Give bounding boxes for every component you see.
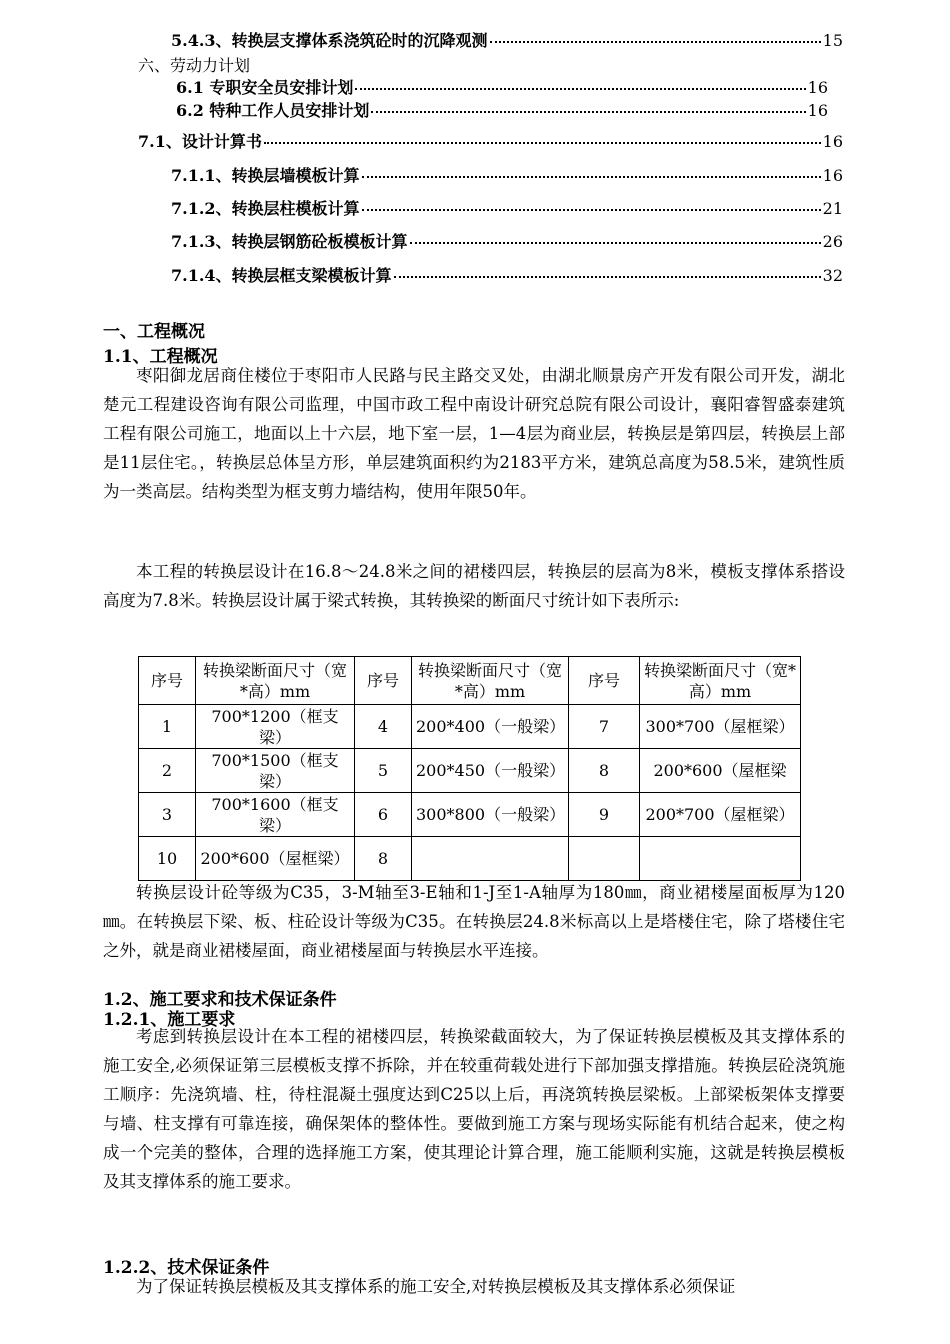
- table-cell: 2: [139, 749, 196, 793]
- table-cell: 8: [569, 749, 640, 793]
- table-header-cell: 序号: [569, 657, 640, 705]
- table-row: [139, 793, 801, 837]
- toc-page-number: 32: [822, 266, 843, 285]
- table-cell: 700*1600（框支梁）: [196, 793, 355, 837]
- toc-leader: [264, 142, 821, 144]
- toc-page-number: 16: [822, 132, 843, 151]
- table-cell: 4: [355, 705, 412, 749]
- subsection-title: 1.2.1、施工要求: [103, 1010, 236, 1030]
- transfer-layer-paragraph: 本工程的转换层设计在16.8～24.8米之间的裙楼四层，转换层的层高为8米，模板支撑体系搭设高度为7.8米。转换层设计属于梁式转换，其转换梁的断面尺寸统计如下表所示:: [103, 562, 845, 610]
- table-header-cell: 转换梁断面尺寸（宽*高）mm: [640, 657, 801, 705]
- table-header-cell: 序号: [355, 657, 412, 705]
- toc-page-number: 16: [807, 78, 828, 97]
- toc-label: 7.1、设计计算书: [138, 132, 262, 151]
- toc-label: 7.1.1、转换层墙模板计算: [171, 166, 360, 185]
- table-cell: [412, 837, 569, 881]
- table-cell: 8: [355, 837, 412, 881]
- table-cell: 7: [569, 705, 640, 749]
- table-row: [139, 749, 801, 793]
- toc-label: 六、劳动力计划: [138, 56, 251, 75]
- toc-entry-6-2[interactable]: [176, 98, 828, 121]
- toc-label: 5.4.3、转换层支撑体系浇筑砼时的沉降观测: [171, 31, 488, 50]
- toc-label: 7.1.2、转换层柱模板计算: [171, 199, 360, 218]
- toc-leader: [355, 88, 805, 90]
- table-row: [139, 837, 801, 881]
- table-cell: 1: [139, 705, 196, 749]
- toc-entry-5-4-3[interactable]: [171, 28, 843, 51]
- toc-page-number: 21: [822, 199, 843, 218]
- toc-label: 7.1.3、转换层钢筋砼板模板计算: [171, 232, 408, 251]
- table-header-row: [139, 657, 801, 705]
- table-cell: 5: [355, 749, 412, 793]
- toc-entry-six[interactable]: [138, 53, 250, 76]
- toc-label: 7.1.4、转换层框支梁模板计算: [171, 266, 392, 285]
- table-cell: 200*450（一般梁）: [412, 749, 569, 793]
- toc-entry-7-1-2[interactable]: [171, 196, 843, 219]
- section-title: 一、工程概况: [103, 322, 205, 342]
- table-cell: 200*400（一般梁）: [412, 705, 569, 749]
- concrete-grade-paragraph: 转换层设计砼等级为C35，3-M轴至3-E轴和1-J至1-A轴厚为180㎜，商业裙楼屋面板厚为120㎜。在转换层下梁、板、柱砼设计等级为C35。在转换层24.8米标高以上是塔楼住宅，除了塔楼住宅之外，就是商业裙楼屋面，商业裙楼屋面与转换层水平连接。: [103, 883, 845, 960]
- table-cell: 700*1500（框支梁）: [196, 749, 355, 793]
- toc-entry-7-1-3[interactable]: [171, 229, 843, 252]
- toc-page-number: 15: [822, 31, 843, 50]
- table-cell: 3: [139, 793, 196, 837]
- table-row: [139, 705, 801, 749]
- table-cell: [640, 837, 801, 881]
- subsection-title: 1.2.2、技术保证条件: [103, 1258, 270, 1278]
- beam-section-table: [138, 656, 801, 881]
- section-title: 1.2、施工要求和技术保证条件: [103, 990, 337, 1010]
- toc-page-number: 16: [822, 166, 843, 185]
- toc-leader: [362, 176, 821, 178]
- toc-entry-6-1[interactable]: [176, 75, 828, 98]
- table-header-cell: 转换梁断面尺寸（宽*高）mm: [196, 657, 355, 705]
- technical-assurance-paragraph: 为了保证转换层模板及其支撑体系的施工安全,对转换层模板及其支撑体系必须保证: [136, 1277, 736, 1296]
- table-cell: 200*700（屋框梁）: [640, 793, 801, 837]
- toc-page-number: 26: [822, 232, 843, 251]
- toc-leader: [490, 41, 821, 43]
- table-header-cell: 序号: [139, 657, 196, 705]
- table-cell: 300*700（屋框梁）: [640, 705, 801, 749]
- toc-entry-7-1-1[interactable]: [171, 163, 843, 186]
- toc-leader: [394, 276, 821, 278]
- toc-entry-7-1-4[interactable]: [171, 263, 843, 286]
- table-cell: 200*600（屋框梁）: [196, 837, 355, 881]
- table-cell: 10: [139, 837, 196, 881]
- toc-entry-7-1[interactable]: [138, 129, 843, 152]
- toc-page-number: 16: [807, 101, 828, 120]
- toc-leader: [371, 111, 805, 113]
- toc-label: 6.2 特种工作人员安排计划: [176, 101, 370, 120]
- table-cell: 200*600（屋框梁: [640, 749, 801, 793]
- toc-leader: [410, 242, 821, 244]
- table-cell: 300*800（一般梁）: [412, 793, 569, 837]
- table-header-cell: 转换梁断面尺寸（宽*高）mm: [412, 657, 569, 705]
- subsection-title: 1.1、工程概况: [103, 347, 218, 367]
- toc-label: 6.1 专职安全员安排计划: [176, 78, 354, 97]
- table-cell: [569, 837, 640, 881]
- toc-leader: [362, 209, 821, 211]
- construction-requirements-paragraph: 考虑到转换层设计在本工程的裙楼四层，转换梁截面较大，为了保证转换层模板及其支撑体系的施工安全,必须保证第三层模板支撑不拆除，并在较重荷载处进行下部加强支撑措施。转换层砼浇筑施工顺序：先浇筑墙、柱，待柱混凝土强度达到C25以上后，再浇筑转换层梁板。上部梁板架体支撑要与墙、柱支撑有可靠连接，确保架体的整体性。要做到施工方案与现场实际能有机结合起来，使之构成一个完美的整体，合理的选择施工方案，使其理论计算合理，施工能顺利实施，这就是转换层模板及其支撑体系的施工要求。: [103, 1027, 845, 1191]
- table-cell: 9: [569, 793, 640, 837]
- table-cell: 700*1200（框支梁）: [196, 705, 355, 749]
- table-cell: 6: [355, 793, 412, 837]
- overview-paragraph: 枣阳御龙居商住楼位于枣阳市人民路与民主路交叉处，由湖北顺景房产开发有限公司开发，湖北楚元工程建设咨询有限公司监理，中国市政工程中南设计研究总院有限公司设计，襄阳睿智盛泰建筑工程有限公司施工，地面以上十六层，地下室一层，1—4层为商业层，转换层是第四层，转换层上部是11层住宅。，转换层总体呈方形，单层建筑面积约为2183平方米，建筑总高度为58.5米，建筑性质为一类高层。结构类型为框支剪力墙结构，使用年限50年。: [103, 366, 845, 501]
